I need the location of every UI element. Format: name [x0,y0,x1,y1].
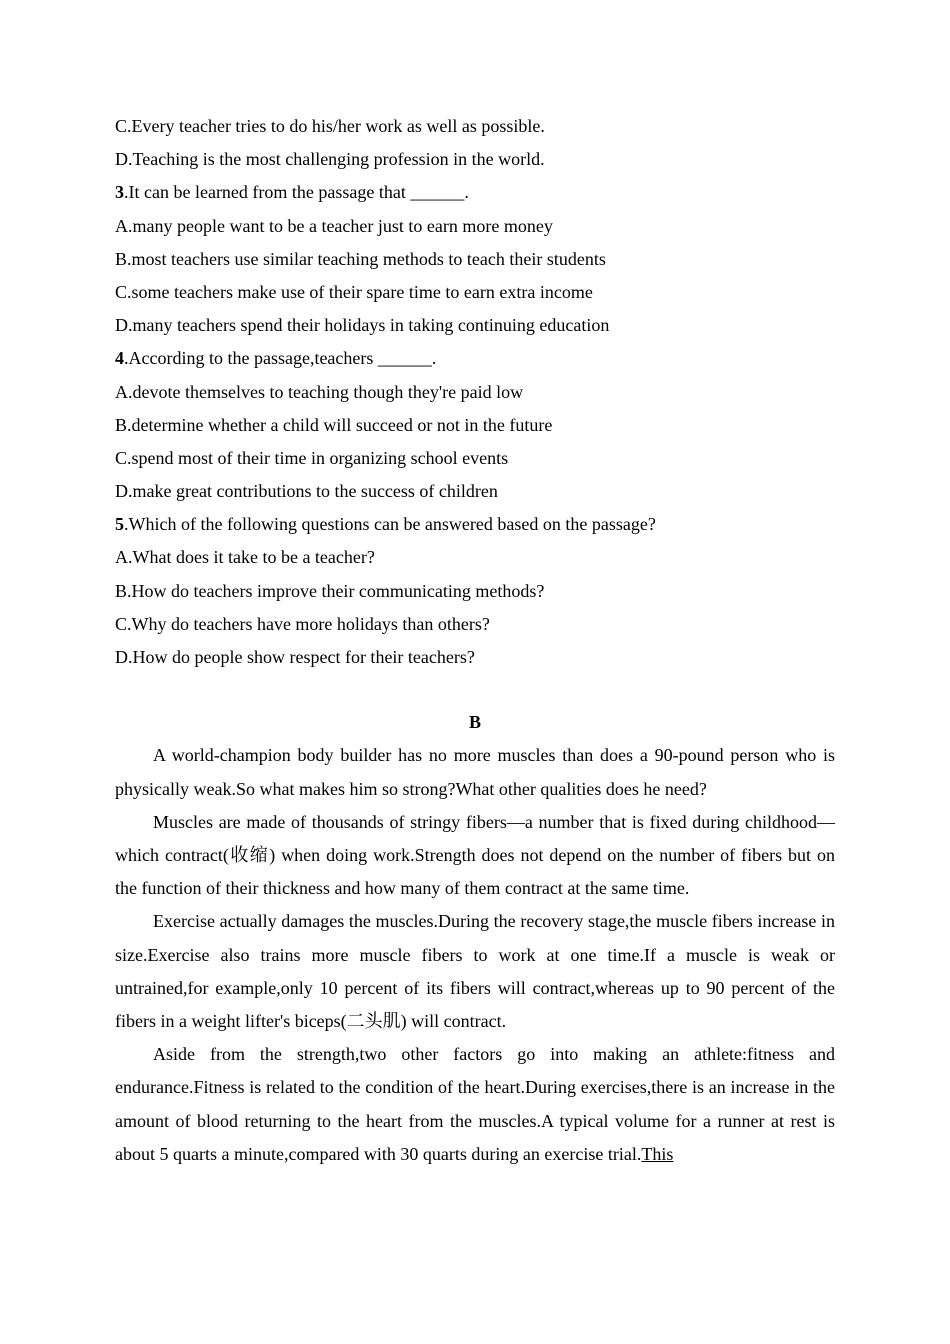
passage-paragraph-3: Exercise actually damages the muscles.During the recovery stage,the muscle fibers increase in size.Exercise also trains more muscle fibers to work at one time.If a muscle is weak or untrained,for example,only 10 percent of its fibers will contract,whereas up to 90 percent of the fibers in a weight lifter's biceps(二头肌) will contract. [115,911,835,1031]
paragraph-4-text: Aside from the strength,two other factors go into making an athlete:fitness and endurance.Fitness is related to the condition of the heart.During exercises,there is an increase in the amount of blood returning to the heart from the muscles.A typical volume for a runner at rest is about 5 quarts a minute,compared with 30 quarts during an exercise trial. [115,1044,835,1164]
q3-option-d: D.many teachers spend their holidays in taking continuing education [115,315,610,336]
q2-option-d: D.Teaching is the most challenging profession in the world. [115,149,545,170]
q5-stem-text: .Which of the following questions can be answered based on the passage? [124,514,656,535]
q3-option-c: C.some teachers make use of their spare time to earn extra income [115,281,593,302]
q4-option-b: B.determine whether a child will succeed or not in the future [115,414,553,435]
q5-stem [115,508,835,541]
section-b-title: B [468,712,481,733]
q4-option-c: C.spend most of their time in organizing school events [115,447,509,468]
q5-option-c: C.Why do teachers have more holidays than others? [115,613,490,634]
underlined-phrase: This [641,1143,674,1164]
passage-paragraph-4 [115,1038,835,1171]
q4-stem [115,342,835,375]
q5-option-d: D.How do people show respect for their teachers? [115,647,475,667]
passage-paragraph-1: A world-champion body builder has no more muscles than does a 90-pound person who is physically weak.So what makes him so strong?What other qualities does he need? [115,745,835,799]
q4-stem-text: .According to the passage,teachers ______. [124,348,437,369]
q4-number: 4 [115,348,124,369]
document-page [115,110,835,1171]
q4-option-a: A.devote themselves to teaching though they're paid low [115,381,524,402]
q3-option-a: A.many people want to be a teacher just to earn more money [115,215,553,236]
passage-paragraph-2: Muscles are made of thousands of stringy fibers—a number that is fixed during childhood—which contract(收缩) when doing work.Strength does not depend on the number of fibers but on the function of their thickness and how many of them contract at the same time. [115,811,835,899]
q2-option-c: C.Every teacher tries to do his/her work as well as possible. [115,116,545,136]
q4-option-d: D.make great contributions to the success of children [115,481,498,502]
q3-option-b: B.most teachers use similar teaching methods to teach their students [115,248,606,269]
q5-option-b: B.How do teachers improve their communicating methods? [115,580,545,601]
q3-number: 3 [115,182,124,203]
q5-option-a: A.What does it take to be a teacher? [115,547,375,568]
q5-number: 5 [115,514,124,535]
q3-stem [115,176,835,209]
q3-stem-text: .It can be learned from the passage that ______. [124,182,469,203]
